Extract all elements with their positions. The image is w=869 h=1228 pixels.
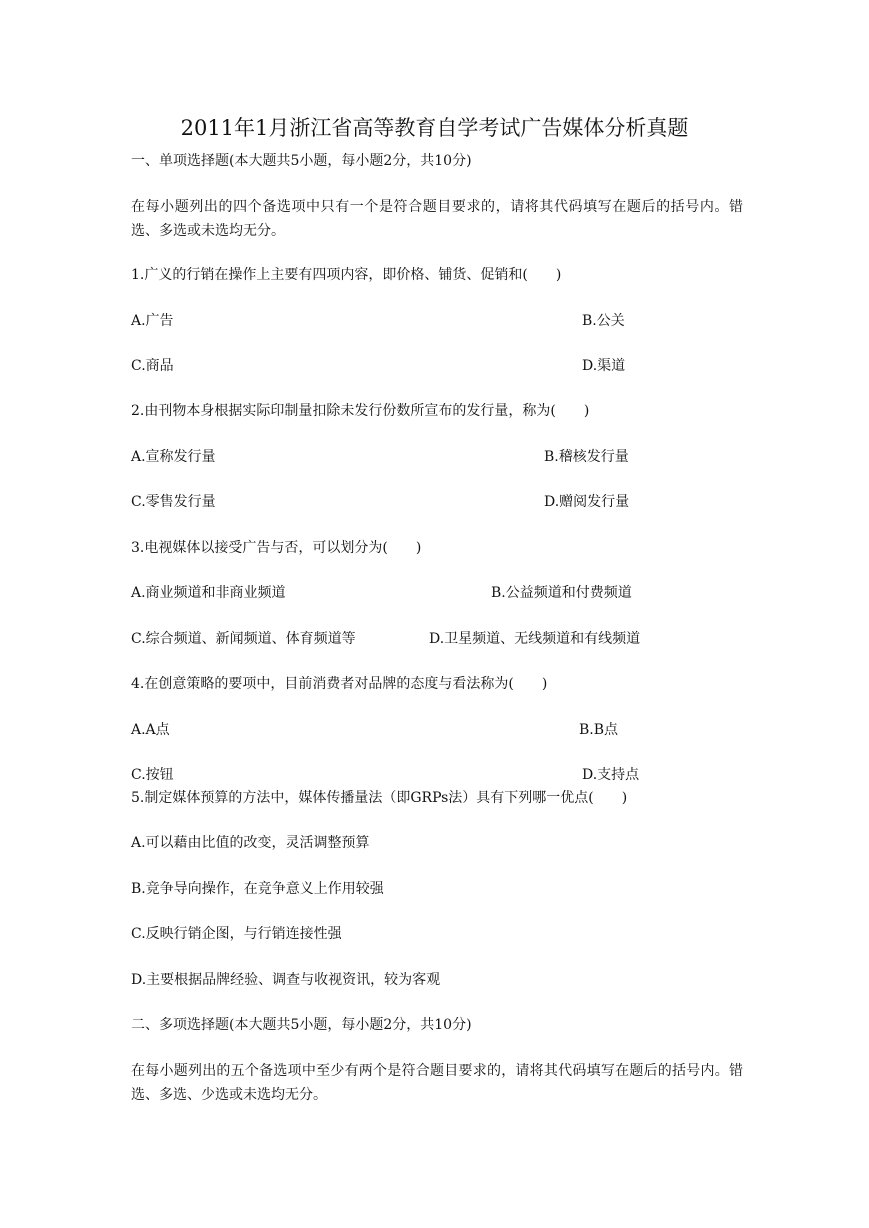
q2-option-c: C.零售发行量 [131,494,216,510]
q3-option-b: B.公益频道和付费频道 [491,585,632,601]
q5-option-a: A.可以藉由比值的改变，灵活调整预算 [131,835,370,851]
q5-option-c: C.反映行销企图，与行销连接性强 [131,926,342,942]
q5-option-d: D.主要根据品牌经验、调查与收视资讯，较为客观 [131,972,441,988]
q2-stem: 2.由刊物本身根据实际印制量扣除未发行份数所宣布的发行量，称为( ) [131,403,590,419]
q1-option-a: A.广告 [131,313,174,329]
section2-heading: 二、多项选择题(本大题共5小题，每小题2分，共10分) [131,1017,472,1033]
q3-option-c: C.综合频道、新闻频道、体育频道等 [131,631,356,647]
q1-stem: 1.广义的行销在操作上主要有四项内容，即价格、铺货、促销和( ) [131,267,562,283]
q4-option-d: D.支持点 [582,767,640,783]
q2-option-d: D.赠阅发行量 [544,494,630,510]
q2-option-a: A.宣称发行量 [131,449,216,465]
exam-title: 2011年1月浙江省高等教育自学考试广告媒体分析真题 [180,116,689,140]
q4-stem: 4.在创意策略的要项中，目前消费者对品牌的态度与看法称为( ) [131,676,548,692]
q4-option-a: A.A点 [131,722,170,738]
section1-heading: 一、单项选择题(本大题共5小题，每小题2分，共10分) [131,153,472,169]
section2-instruction: 在每小题列出的五个备选项中至少有两个是符合题目要求的，请将其代码填写在题后的括号内。错选、多选、少选或未选均无分。 [131,1063,743,1103]
q1-option-c: C.商品 [131,358,174,374]
q3-option-a: A.商业频道和非商业频道 [131,585,286,601]
q2-option-b: B.稽核发行量 [544,449,629,465]
q1-option-d: D.渠道 [582,358,626,374]
q3-stem: 3.电视媒体以接受广告与否，可以划分为( ) [131,540,422,556]
section1-instruction: 在每小题列出的四个备选项中只有一个是符合题目要求的，请将其代码填写在题后的括号内。错选、多选或未选均无分。 [131,199,743,239]
q5-stem: 5.制定媒体预算的方法中，媒体传播量法（即GRPs法）具有下列哪一优点( ) [131,790,628,806]
q3-option-d: D.卫星频道、无线频道和有线频道 [429,631,641,647]
q1-option-b: B.公关 [582,313,625,329]
q5-option-b: B.竞争导向操作，在竞争意义上作用较强 [131,881,384,897]
q4-option-b: B.B点 [579,722,619,738]
q4-option-c: C.按钮 [131,767,174,783]
